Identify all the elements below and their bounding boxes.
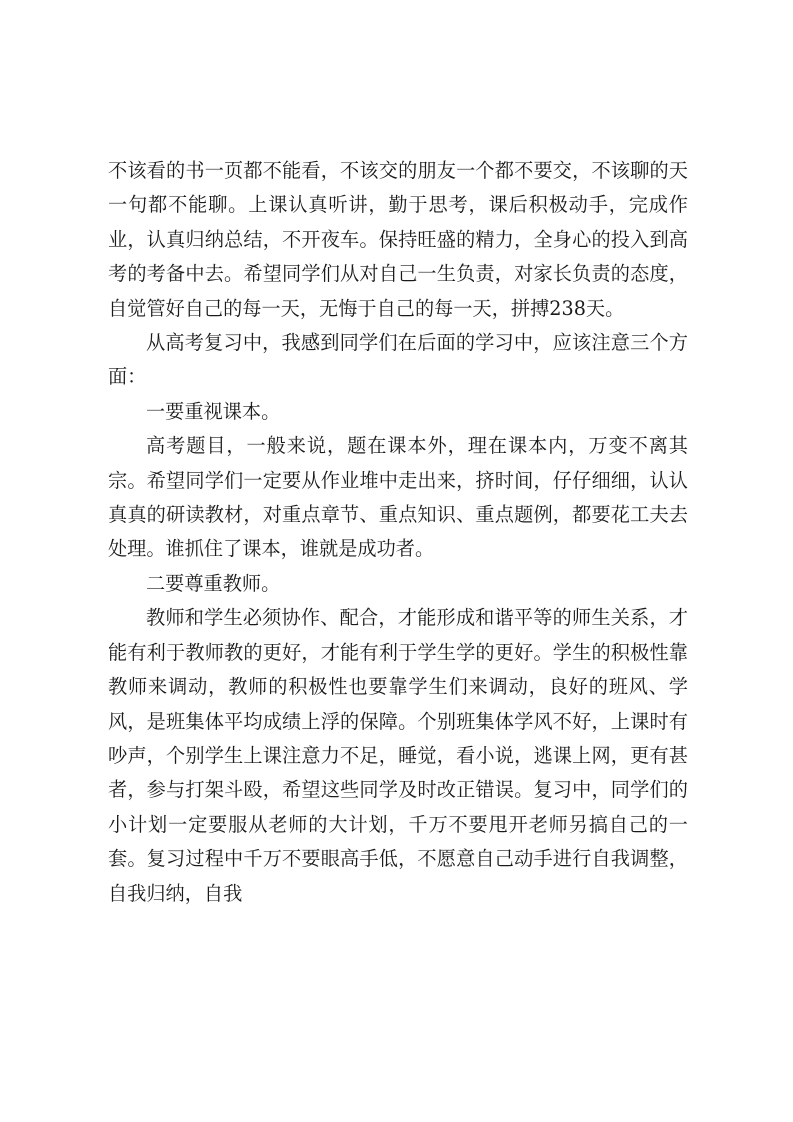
document-body [108,154,688,911]
paragraph-three-aspects-intro: 从高考复习中，我感到同学们在后面的学习中，应该注意三个方面： [108,331,688,389]
heading-value-textbook: 一要重视课本。 [146,399,281,423]
paragraph-textbook-detail: 高考题目，一般来说，题在课本外，理在课本内，万变不离其宗。希望同学们一定要从作业堆中走出来，挤时间，仔仔细细，认认真真的研读教材，对重点章节、重点知识、重点题例，都要花工夫去处理。谁抓住了课本，谁就是成功者。 [108,434,688,561]
heading-respect-teachers: 二要尊重教师。 [146,571,281,595]
paragraph-teachers-detail: 教师和学生必须协作、配合，才能形成和谐平等的师生关系，才能有利于教师教的更好，才能有利于学生学的更好。学生的积极性靠教师来调动，教师的积极性也要靠学生们来调动，良好的班风、学风，是班集体平均成绩上浮的保障。个别班集体学风不好，上课时有吵声，个别学生上课注意力不足，睡觉，看小说，逃课上网，更有甚者，参与打架斗殴，希望这些同学及时改正错误。复习中，同学们的小计划一定要服从老师的大计划，千万不要甩开老师另搞自己的一套。复习过程中千万不要眼高手低，不愿意自己动手进行自我调整，自我归纳，自我 [108,606,688,905]
paragraph-study-discipline: 不该看的书一页都不能看，不该交的朋友一个都不要交，不该聊的天一句都不能聊。上课认真听讲，勤于思考，课后积极动手，完成作业，认真归纳总结，不开夜车。保持旺盛的精力，全身心的投入到高考的考备中去。希望同学们从对自己一生负责，对家长负责的态度，自觉管好自己的每一天，无悔于自己的每一天，拼搏238天。 [108,159,688,320]
